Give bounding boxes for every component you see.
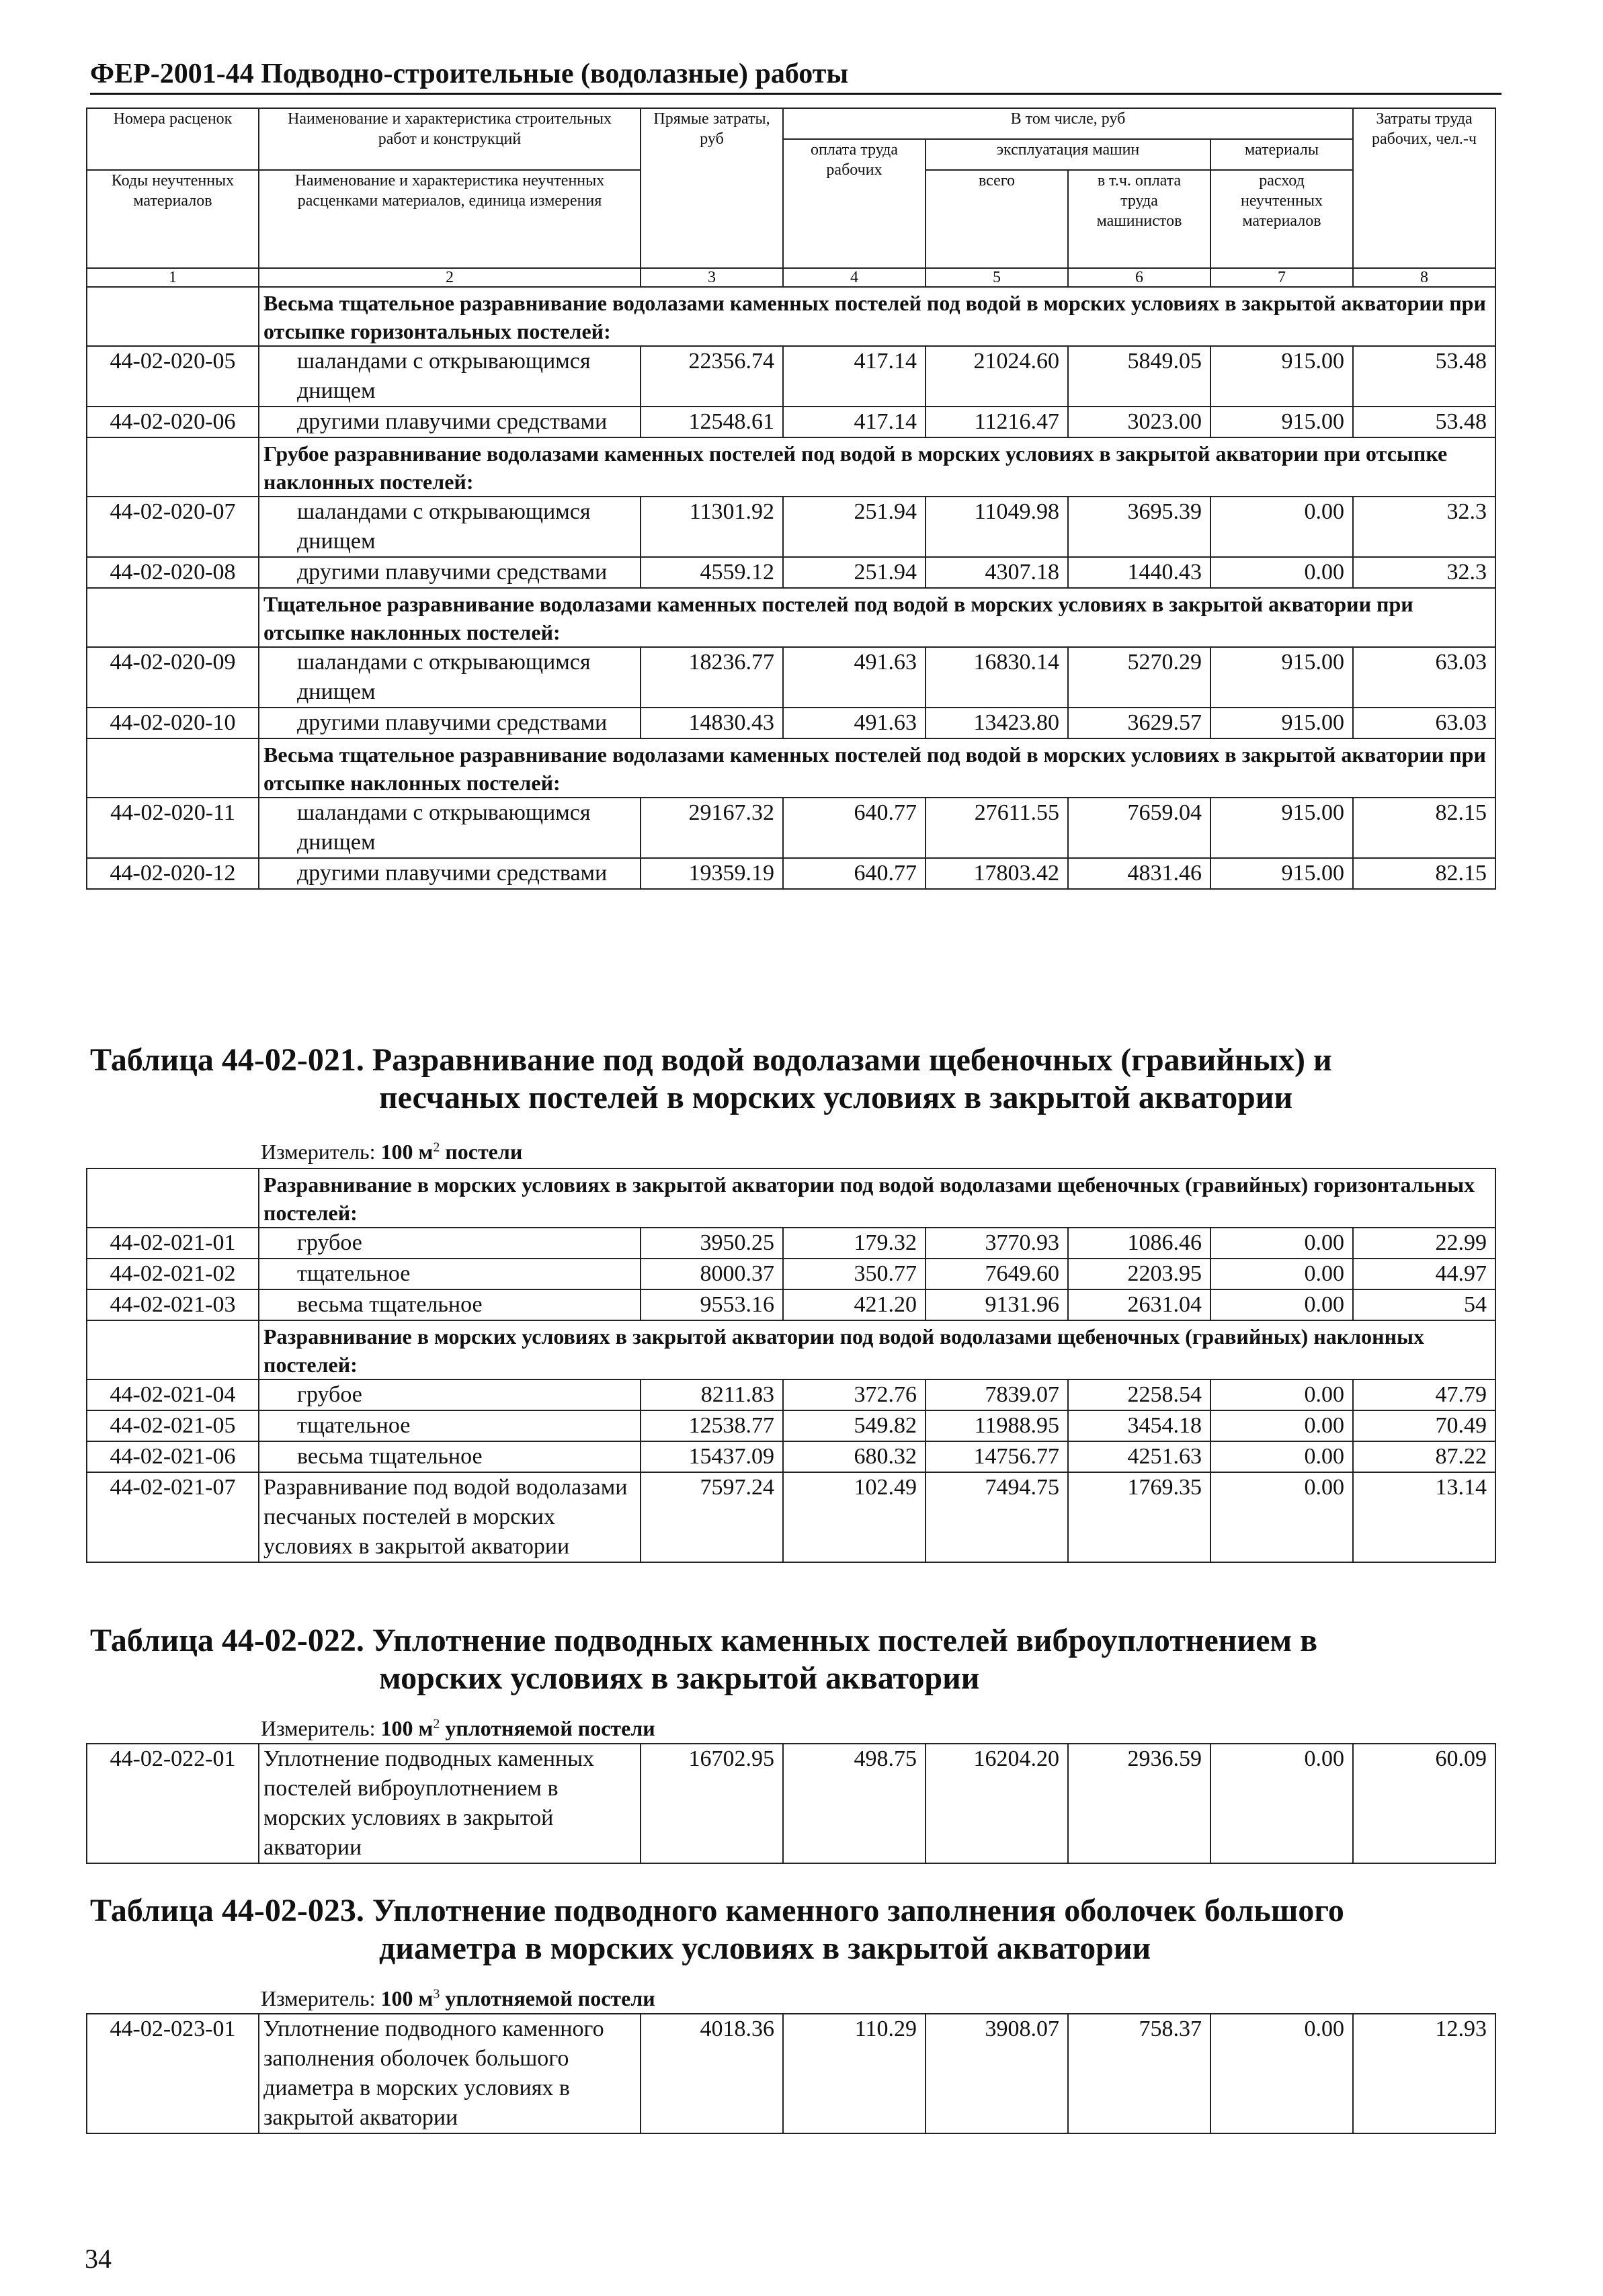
materials-cost: 0.00 xyxy=(1210,1410,1353,1441)
work-name: грубое xyxy=(259,1228,641,1259)
table-021-body xyxy=(87,1168,1495,1562)
labor-pay: 372.76 xyxy=(783,1379,926,1410)
table-row xyxy=(87,1441,1495,1472)
table-023-title-line2: диаметра в морских условиях в закрытой акватории xyxy=(379,1930,1151,1966)
table-row xyxy=(87,1744,1495,1863)
labor-hours: 87.22 xyxy=(1353,1441,1495,1472)
operator-pay: 2631.04 xyxy=(1068,1289,1210,1320)
section-heading: Разравнивание в морских условиях в закрытой акватории под водой водолазами щебеночных (гравийных) горизонтальных постелей: xyxy=(259,1168,1495,1228)
section-gap xyxy=(87,1168,259,1228)
header-materials: материалы xyxy=(1210,139,1353,170)
operator-pay: 4831.46 xyxy=(1068,858,1210,889)
header-labor-costs: Затраты труда рабочих, чел.-ч xyxy=(1353,108,1495,268)
materials-cost: 915.00 xyxy=(1210,647,1353,708)
table-row xyxy=(87,557,1495,588)
table-header xyxy=(87,108,1495,287)
table-row xyxy=(87,1472,1495,1562)
table-row xyxy=(87,708,1495,738)
work-name: шаландами с открывающимся днищем xyxy=(259,647,641,708)
direct-costs: 12548.61 xyxy=(641,407,783,437)
measure-sup: 3 xyxy=(433,1986,440,2002)
header-machine-op: эксплуатация машин xyxy=(926,139,1210,170)
table-022-title-line2: морских условиях в закрытой акватории xyxy=(379,1660,980,1696)
measure-unit: постели xyxy=(445,1140,523,1164)
direct-costs: 14830.43 xyxy=(641,708,783,738)
labor-hours: 54 xyxy=(1353,1289,1495,1320)
rate-code: 44-02-020-08 xyxy=(87,557,259,588)
direct-costs: 7597.24 xyxy=(641,1472,783,1562)
table-021-title xyxy=(90,1041,1332,1117)
direct-costs: 22356.74 xyxy=(641,346,783,407)
section-heading: Весьма тщательное разравнивание водолазами каменных постелей под водой в морских условиях в закрытой акватории при отсыпке наклонных постелей: xyxy=(259,738,1495,798)
labor-hours: 44.97 xyxy=(1353,1259,1495,1289)
machine-costs: 11988.95 xyxy=(926,1410,1068,1441)
table-021-measure xyxy=(261,1138,522,1165)
materials-cost: 0.00 xyxy=(1210,1744,1353,1863)
rate-code: 44-02-022-01 xyxy=(87,1744,259,1863)
work-name: грубое xyxy=(259,1379,641,1410)
block-020-body xyxy=(87,287,1495,889)
section-gap xyxy=(87,738,259,798)
labor-pay: 498.75 xyxy=(783,1744,926,1863)
rate-code: 44-02-020-05 xyxy=(87,346,259,407)
rate-code: 44-02-021-07 xyxy=(87,1472,259,1562)
work-name: Разравнивание под водой водолазами песчаных постелей в морских условиях в закрытой акватории xyxy=(259,1472,641,1562)
work-name: шаландами с открывающимся днищем xyxy=(259,798,641,858)
measure-value: 100 м xyxy=(380,1986,434,2010)
materials-cost: 0.00 xyxy=(1210,557,1353,588)
header-direct-costs: Прямые затраты, руб xyxy=(641,108,783,268)
operator-pay: 5849.05 xyxy=(1068,346,1210,407)
operator-pay: 2203.95 xyxy=(1068,1259,1210,1289)
table-022-measure xyxy=(261,1715,655,1742)
table-023-title-line1: Таблица 44-02-023. Уплотнение подводного каменного заполнения оболочек большого xyxy=(90,1893,1344,1928)
section-heading-row xyxy=(87,1320,1495,1379)
measure-sup: 2 xyxy=(433,1716,440,1732)
operator-pay: 1769.35 xyxy=(1068,1472,1210,1562)
work-name: весьма тщательное xyxy=(259,1289,641,1320)
materials-cost: 0.00 xyxy=(1210,1472,1353,1562)
labor-hours: 13.14 xyxy=(1353,1472,1495,1562)
machine-costs: 16830.14 xyxy=(926,647,1068,708)
machine-costs: 11216.47 xyxy=(926,407,1068,437)
work-name: другими плавучими средствами xyxy=(259,858,641,889)
work-name: другими плавучими средствами xyxy=(259,557,641,588)
labor-pay: 421.20 xyxy=(783,1289,926,1320)
header-material-usage: расход неучтенных материалов xyxy=(1210,170,1353,268)
labor-hours: 63.03 xyxy=(1353,708,1495,738)
labor-hours: 22.99 xyxy=(1353,1228,1495,1259)
section-heading: Грубое разравнивание водолазами каменных постелей под водой в морских условиях в закрытой акватории при отсыпке наклонных постелей: xyxy=(259,437,1495,497)
table-021-title-line1: Таблица 44-02-021. Разравнивание под водой водолазами щебеночных (гравийных) и xyxy=(90,1042,1332,1078)
table-row xyxy=(87,497,1495,557)
labor-hours: 82.15 xyxy=(1353,798,1495,858)
labor-hours: 12.93 xyxy=(1353,2014,1495,2133)
measure-sup: 2 xyxy=(433,1140,440,1155)
operator-pay: 758.37 xyxy=(1068,2014,1210,2133)
page-number: 34 xyxy=(85,2244,112,2274)
section-heading-row xyxy=(87,437,1495,497)
operator-pay: 3695.39 xyxy=(1068,497,1210,557)
machine-costs: 7839.07 xyxy=(926,1379,1068,1410)
direct-costs: 3950.25 xyxy=(641,1228,783,1259)
rate-code: 44-02-020-10 xyxy=(87,708,259,738)
direct-costs: 15437.09 xyxy=(641,1441,783,1472)
labor-pay: 680.32 xyxy=(783,1441,926,1472)
labor-pay: 549.82 xyxy=(783,1410,926,1441)
machine-costs: 7494.75 xyxy=(926,1472,1068,1562)
direct-costs: 4018.36 xyxy=(641,2014,783,2133)
labor-pay: 251.94 xyxy=(783,557,926,588)
materials-cost: 915.00 xyxy=(1210,708,1353,738)
measure-label: Измеритель: xyxy=(261,1986,376,2010)
rate-code: 44-02-020-09 xyxy=(87,647,259,708)
rates-table-021 xyxy=(86,1168,1496,1563)
operator-pay: 2258.54 xyxy=(1068,1379,1210,1410)
work-name: тщательное xyxy=(259,1410,641,1441)
operator-pay: 1086.46 xyxy=(1068,1228,1210,1259)
labor-hours: 53.48 xyxy=(1353,346,1495,407)
machine-costs: 3908.07 xyxy=(926,2014,1068,2133)
materials-cost: 0.00 xyxy=(1210,1441,1353,1472)
rates-table-022 xyxy=(86,1743,1496,1864)
machine-costs: 11049.98 xyxy=(926,497,1068,557)
machine-costs: 7649.60 xyxy=(926,1259,1068,1289)
operator-pay: 3454.18 xyxy=(1068,1410,1210,1441)
header-material-name: Наименование и характеристика неучтенных расценками материалов, единица измерения xyxy=(259,170,641,268)
running-head: ФЕР-2001-44 Подводно-строительные (водолазные) работы xyxy=(90,58,1502,95)
materials-cost: 0.00 xyxy=(1210,1379,1353,1410)
table-row xyxy=(87,1228,1495,1259)
header-labor-pay: оплата труда рабочих xyxy=(783,139,926,268)
column-number: 6 xyxy=(1068,268,1210,287)
operator-pay: 4251.63 xyxy=(1068,1441,1210,1472)
table-022-title xyxy=(90,1622,1317,1697)
measure-value: 100 м xyxy=(380,1140,434,1164)
rate-code: 44-02-020-11 xyxy=(87,798,259,858)
section-heading-row xyxy=(87,738,1495,798)
header-in-total: В том числе, руб xyxy=(783,108,1353,139)
measure-unit: уплотняемой постели xyxy=(445,1986,655,2010)
labor-pay: 417.14 xyxy=(783,346,926,407)
work-name: другими плавучими средствами xyxy=(259,407,641,437)
materials-cost: 0.00 xyxy=(1210,1259,1353,1289)
machine-costs: 13423.80 xyxy=(926,708,1068,738)
work-name: шаландами с открывающимся днищем xyxy=(259,346,641,407)
rate-code: 44-02-021-03 xyxy=(87,1289,259,1320)
direct-costs: 18236.77 xyxy=(641,647,783,708)
labor-pay: 350.77 xyxy=(783,1259,926,1289)
labor-pay: 640.77 xyxy=(783,858,926,889)
materials-cost: 915.00 xyxy=(1210,407,1353,437)
operator-pay: 7659.04 xyxy=(1068,798,1210,858)
materials-cost: 0.00 xyxy=(1210,1228,1353,1259)
table-row xyxy=(87,1410,1495,1441)
section-heading: Весьма тщательное разравнивание водолазами каменных постелей под водой в морских условиях в закрытой акватории при отсыпке горизонтальных постелей: xyxy=(259,287,1495,346)
measure-value: 100 м xyxy=(380,1716,434,1740)
column-number: 2 xyxy=(259,268,641,287)
column-number: 5 xyxy=(926,268,1068,287)
direct-costs: 12538.77 xyxy=(641,1410,783,1441)
section-gap xyxy=(87,1320,259,1379)
work-name: тщательное xyxy=(259,1259,641,1289)
machine-costs: 21024.60 xyxy=(926,346,1068,407)
work-name: весьма тщательное xyxy=(259,1441,641,1472)
machine-costs: 16204.20 xyxy=(926,1744,1068,1863)
labor-hours: 63.03 xyxy=(1353,647,1495,708)
section-gap xyxy=(87,437,259,497)
header-rate-numbers: Номера расценок xyxy=(87,108,259,170)
column-number-row xyxy=(87,268,1495,287)
machine-costs: 17803.42 xyxy=(926,858,1068,889)
machine-costs: 3770.93 xyxy=(926,1228,1068,1259)
table-023-measure xyxy=(261,1985,655,2012)
rate-code: 44-02-020-07 xyxy=(87,497,259,557)
rate-code: 44-02-021-04 xyxy=(87,1379,259,1410)
rate-code: 44-02-021-02 xyxy=(87,1259,259,1289)
labor-pay: 417.14 xyxy=(783,407,926,437)
column-number: 1 xyxy=(87,268,259,287)
work-name: Уплотнение подводного каменного заполнения оболочек большого диаметра в морских условиях в закрытой акватории xyxy=(259,2014,641,2133)
rates-table-020 xyxy=(86,108,1496,890)
direct-costs: 29167.32 xyxy=(641,798,783,858)
section-heading-row xyxy=(87,1168,1495,1228)
section-heading-row xyxy=(87,287,1495,346)
direct-costs: 11301.92 xyxy=(641,497,783,557)
labor-hours: 53.48 xyxy=(1353,407,1495,437)
labor-hours: 47.79 xyxy=(1353,1379,1495,1410)
machine-costs: 9131.96 xyxy=(926,1289,1068,1320)
header-operator-pay: в т.ч. оплата труда машинистов xyxy=(1068,170,1210,268)
table-021-title-line2: песчаных постелей в морских условиях в закрытой акватории xyxy=(379,1080,1293,1115)
section-heading: Тщательное разравнивание водолазами каменных постелей под водой в морских условиях в закрытой акватории при отсыпке наклонных постелей: xyxy=(259,588,1495,647)
rates-table-023 xyxy=(86,2013,1496,2134)
table-row xyxy=(87,647,1495,708)
machine-costs: 4307.18 xyxy=(926,557,1068,588)
section-heading-row xyxy=(87,588,1495,647)
section-gap xyxy=(87,287,259,346)
rate-code: 44-02-021-05 xyxy=(87,1410,259,1441)
table-row xyxy=(87,346,1495,407)
column-number: 3 xyxy=(641,268,783,287)
rate-code: 44-02-021-01 xyxy=(87,1228,259,1259)
labor-hours: 32.3 xyxy=(1353,497,1495,557)
labor-pay: 251.94 xyxy=(783,497,926,557)
table-023-title xyxy=(90,1892,1344,1967)
column-number: 4 xyxy=(783,268,926,287)
materials-cost: 0.00 xyxy=(1210,2014,1353,2133)
labor-pay: 491.63 xyxy=(783,708,926,738)
rate-code: 44-02-021-06 xyxy=(87,1441,259,1472)
machine-costs: 14756.77 xyxy=(926,1441,1068,1472)
table-row xyxy=(87,1379,1495,1410)
table-row xyxy=(87,407,1495,437)
labor-hours: 60.09 xyxy=(1353,1744,1495,1863)
table-022-title-line1: Таблица 44-02-022. Уплотнение подводных каменных постелей виброуплотнением в xyxy=(90,1623,1318,1658)
table-row xyxy=(87,2014,1495,2133)
rate-code: 44-02-023-01 xyxy=(87,2014,259,2133)
materials-cost: 915.00 xyxy=(1210,798,1353,858)
operator-pay: 1440.43 xyxy=(1068,557,1210,588)
direct-costs: 8211.83 xyxy=(641,1379,783,1410)
rate-code: 44-02-020-06 xyxy=(87,407,259,437)
header-work-name: Наименование и характеристика строительных работ и конструкций xyxy=(259,108,641,170)
labor-pay: 179.32 xyxy=(783,1228,926,1259)
header-material-codes: Коды неучтенных материалов xyxy=(87,170,259,268)
labor-hours: 70.49 xyxy=(1353,1410,1495,1441)
table-row xyxy=(87,1289,1495,1320)
operator-pay: 5270.29 xyxy=(1068,647,1210,708)
header-machine-all: всего xyxy=(926,170,1068,268)
work-name: шаландами с открывающимся днищем xyxy=(259,497,641,557)
labor-pay: 102.49 xyxy=(783,1472,926,1562)
rate-code: 44-02-020-12 xyxy=(87,858,259,889)
table-row xyxy=(87,798,1495,858)
labor-pay: 110.29 xyxy=(783,2014,926,2133)
table-row xyxy=(87,858,1495,889)
direct-costs: 8000.37 xyxy=(641,1259,783,1289)
operator-pay: 2936.59 xyxy=(1068,1744,1210,1863)
direct-costs: 4559.12 xyxy=(641,557,783,588)
measure-label: Измеритель: xyxy=(261,1140,376,1164)
table-023-body xyxy=(87,2014,1495,2133)
column-number: 8 xyxy=(1353,268,1495,287)
measure-label: Измеритель: xyxy=(261,1716,376,1740)
labor-pay: 491.63 xyxy=(783,647,926,708)
materials-cost: 0.00 xyxy=(1210,497,1353,557)
direct-costs: 16702.95 xyxy=(641,1744,783,1863)
section-heading: Разравнивание в морских условиях в закрытой акватории под водой водолазами щебеночных (гравийных) наклонных постелей: xyxy=(259,1320,1495,1379)
direct-costs: 19359.19 xyxy=(641,858,783,889)
section-gap xyxy=(87,588,259,647)
labor-hours: 82.15 xyxy=(1353,858,1495,889)
materials-cost: 0.00 xyxy=(1210,1289,1353,1320)
operator-pay: 3023.00 xyxy=(1068,407,1210,437)
operator-pay: 3629.57 xyxy=(1068,708,1210,738)
table-row xyxy=(87,1259,1495,1289)
measure-unit: уплотняемой постели xyxy=(445,1716,655,1740)
machine-costs: 27611.55 xyxy=(926,798,1068,858)
labor-hours: 32.3 xyxy=(1353,557,1495,588)
direct-costs: 9553.16 xyxy=(641,1289,783,1320)
materials-cost: 915.00 xyxy=(1210,858,1353,889)
work-name: Уплотнение подводных каменных постелей виброуплотнением в морских условиях в закрытой акватории xyxy=(259,1744,641,1863)
table-022-body xyxy=(87,1744,1495,1863)
materials-cost: 915.00 xyxy=(1210,346,1353,407)
labor-pay: 640.77 xyxy=(783,798,926,858)
work-name: другими плавучими средствами xyxy=(259,708,641,738)
column-number: 7 xyxy=(1210,268,1353,287)
